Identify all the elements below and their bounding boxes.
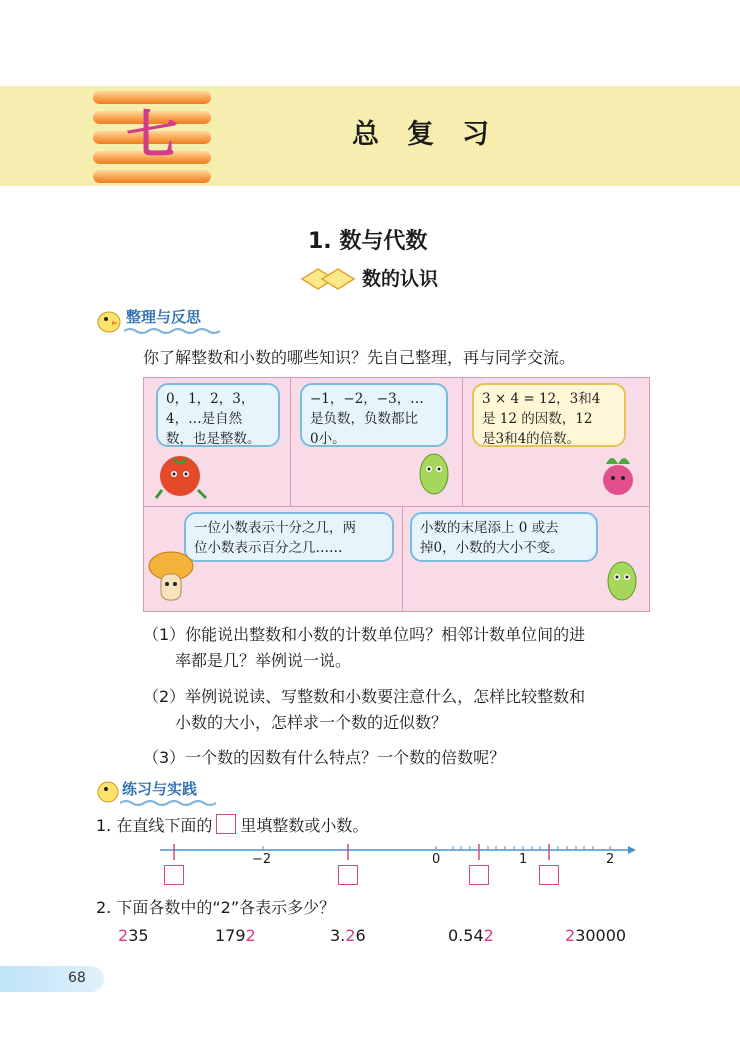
tomato-mascot-icon: [150, 448, 212, 502]
question-1: （1）你能说出整数和小数的计数单位吗？相邻计数单位间的进 率都是几？举例说一说。: [143, 625, 586, 670]
panel-divider: [290, 378, 291, 506]
number-item: 0.542: [448, 926, 494, 945]
number-item: 235: [118, 926, 149, 945]
wavy-underline: [120, 799, 218, 807]
number-line-label: 1: [519, 852, 528, 867]
number-line: [160, 840, 636, 862]
review-heading: 整理与反思: [126, 308, 202, 326]
panel-divider: [144, 506, 649, 507]
exercise-2-prompt: 2. 下面各数中的“2”各表示多少？: [96, 898, 336, 917]
radish-mascot-icon: [592, 450, 644, 500]
subsection-title: 数的认识: [362, 268, 439, 290]
answer-box[interactable]: [469, 865, 489, 885]
panel-divider: [402, 506, 403, 611]
melon-mascot-icon: [410, 446, 460, 502]
number-line-label: 0: [432, 852, 441, 867]
practice-heading: 练习与实践: [122, 780, 198, 798]
answer-box[interactable]: [164, 865, 184, 885]
exercise-1-prompt: 1. 在直线下面的 里填整数或小数。: [96, 816, 369, 835]
melon-mascot-icon: [600, 555, 646, 607]
section-title: 1. 数与代数: [308, 229, 428, 254]
number-line-label: −2: [252, 852, 272, 867]
bubble-negative-numbers: −1，−2，−3，… 是负数，负数都比 0小。: [300, 383, 448, 447]
chapter-number: 七: [125, 105, 178, 166]
chick-mascot-icon: [96, 307, 122, 333]
bubble-natural-numbers: 0，1，2，3， 4，…是自然 数，也是整数。: [156, 383, 280, 447]
bubble-decimal-place: 一位小数表示十分之几，两 位小数表示百分之几……: [184, 512, 394, 562]
diamond-ornament-icon: [300, 266, 360, 292]
chick-mascot-icon: [96, 777, 120, 803]
bubble-decimal-zero: 小数的末尾添上 0 或去 掉0，小数的大小不变。: [410, 512, 598, 562]
page-number-tab: [0, 966, 104, 992]
number-item: 1792: [215, 926, 256, 945]
question-3: （3）一个数的因数有什么特点？一个数的倍数呢？: [143, 748, 506, 767]
answer-box[interactable]: [539, 865, 559, 885]
wavy-underline: [124, 327, 222, 335]
answer-box[interactable]: [338, 865, 358, 885]
bubble-factors-multiples: 3 × 4 = 12，3和4 是 12 的因数，12 是3和4的倍数。: [472, 383, 626, 447]
chapter-title: 总复习: [352, 119, 517, 150]
number-line-label: 2: [606, 852, 615, 867]
page-number: 68: [68, 970, 86, 986]
answer-box-sample: [216, 814, 236, 834]
panel-divider: [462, 378, 463, 506]
mushroom-mascot-icon: [146, 548, 196, 610]
number-item: 3.26: [330, 926, 366, 945]
question-2: （2）举例说说读、写整数和小数要注意什么，怎样比较整数和 小数的大小，怎样求一个数的近似数？: [143, 687, 586, 732]
review-intro: 你了解整数和小数的哪些知识？先自己整理，再与同学交流。: [143, 348, 576, 367]
number-item: 230000: [565, 926, 627, 945]
